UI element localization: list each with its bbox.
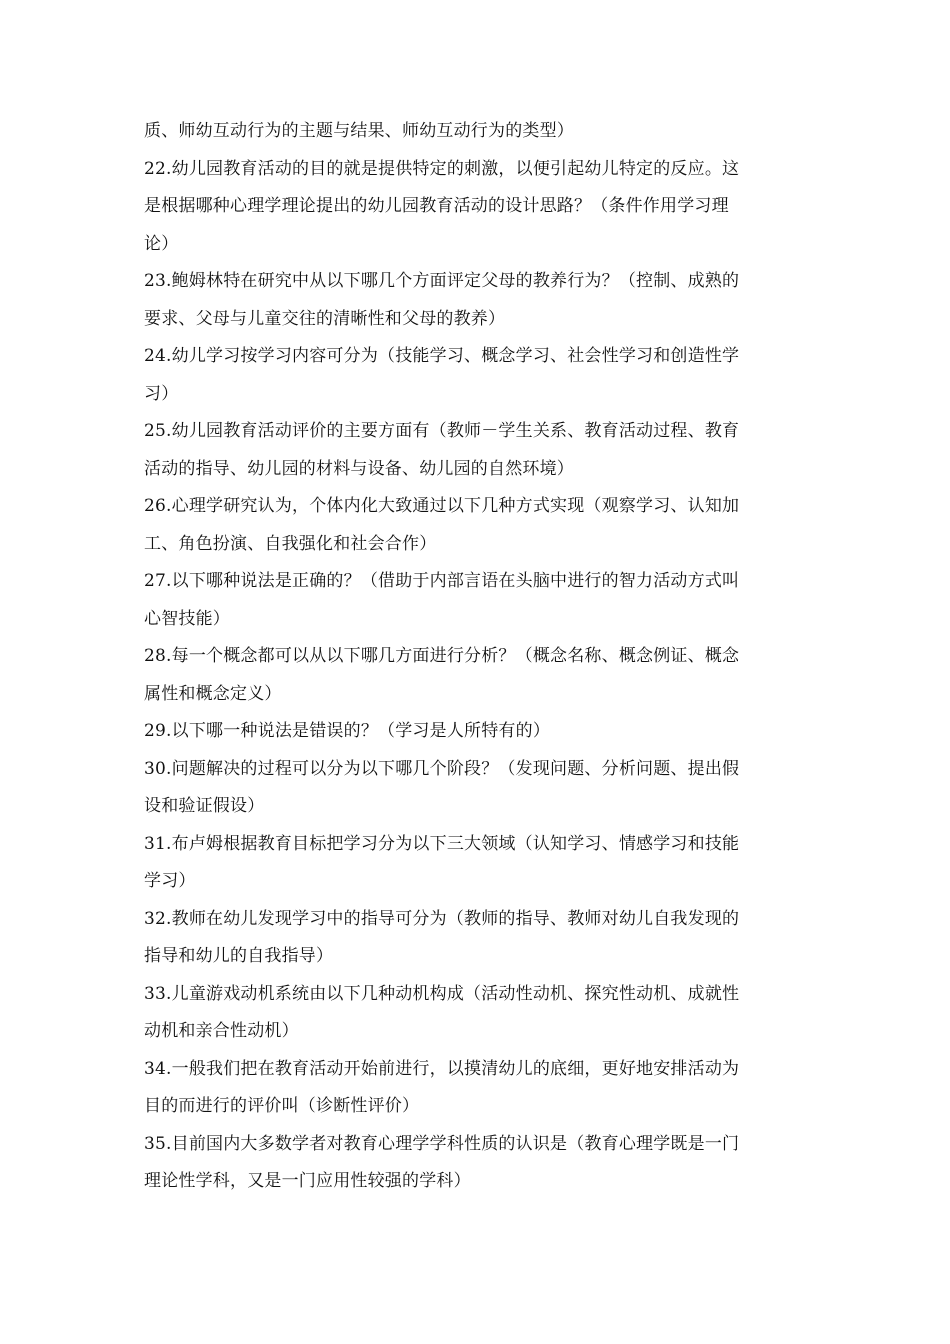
text-line: 工、角色扮演、自我强化和社会合作） xyxy=(144,533,437,554)
paragraph-q35 xyxy=(144,1126,808,1201)
text-line: 动机和亲合性动机） xyxy=(144,1021,299,1041)
paragraph-q24 xyxy=(144,338,808,413)
paragraph-q33 xyxy=(144,976,808,1051)
text-line: 35.目前国内大多数学者对教育心理学学科性质的认识是（教育心理学既是一门 xyxy=(144,1133,740,1154)
text-line: 论） xyxy=(144,233,179,254)
paragraph-q32 xyxy=(144,901,808,976)
paragraph-q21-continuation xyxy=(144,113,808,151)
text-line: 属性和概念定义） xyxy=(144,683,282,704)
text-line: 22.幼儿园教育活动的目的就是提供特定的刺激，以便引起幼儿特定的反应。这 xyxy=(144,158,740,179)
text-line: 23.鲍姆林特在研究中从以下哪几个方面评定父母的教养行为？（控制、成熟的 xyxy=(144,271,740,291)
text-line: 目的而进行的评价叫（诊断性评价） xyxy=(144,1096,420,1116)
paragraph-q29 xyxy=(144,713,808,751)
text-line: 是根据哪种心理学理论提出的幼儿园教育活动的设计思路？（条件作用学习理 xyxy=(144,196,729,216)
paragraph-q23 xyxy=(144,263,808,338)
text-line: 心智技能） xyxy=(144,608,230,629)
paragraph-q25 xyxy=(144,413,808,488)
text-line: 活动的指导、幼儿园的材料与设备、幼儿园的自然环境） xyxy=(144,458,574,479)
text-line: 理论性学科，又是一门应用性较强的学科） xyxy=(144,1171,471,1191)
text-line: 27.以下哪种说法是正确的？（借助于内部言语在头脑中进行的智力活动方式叫 xyxy=(144,571,740,591)
paragraph-q31 xyxy=(144,826,808,901)
text-line: 指导和幼儿的自我指导） xyxy=(144,946,334,966)
text-line: 34.一般我们把在教育活动开始前进行，以摸清幼儿的底细，更好地安排活动为 xyxy=(144,1058,740,1079)
paragraph-q27 xyxy=(144,563,808,638)
text-line: 26.心理学研究认为，个体内化大致通过以下几种方式实现（观察学习、认知加 xyxy=(144,496,740,516)
page-body-text xyxy=(144,113,808,1201)
text-line: 学习） xyxy=(144,871,196,891)
text-line: 24.幼儿学习按学习内容可分为（技能学习、概念学习、社会性学习和创造性学 xyxy=(144,346,740,366)
text-line: 33.儿童游戏动机系统由以下几种动机构成（活动性动机、探究性动机、成就性 xyxy=(144,983,740,1004)
text-line: 30.问题解决的过程可以分为以下哪几个阶段？（发现问题、分析问题、提出假 xyxy=(144,758,740,779)
text-line: 29.以下哪一种说法是错误的？（学习是人所特有的） xyxy=(144,721,551,741)
paragraph-q22 xyxy=(144,151,808,264)
paragraph-q34 xyxy=(144,1051,808,1126)
text-line: 31.布卢姆根据教育目标把学习分为以下三大领域（认知学习、情感学习和技能 xyxy=(144,833,740,854)
text-line: 32.教师在幼儿发现学习中的指导可分为（教师的指导、教师对幼儿自我发现的 xyxy=(144,908,740,929)
text-line: 习） xyxy=(144,383,179,404)
paragraph-q30 xyxy=(144,751,808,826)
text-line: 28.每一个概念都可以从以下哪几方面进行分析？（概念名称、概念例证、概念 xyxy=(144,646,740,666)
text-line: 设和验证假设） xyxy=(144,796,265,816)
paragraph-q28 xyxy=(144,638,808,713)
paragraph-q26 xyxy=(144,488,808,563)
text-line: 质、师幼互动行为的主题与结果、师幼互动行为的类型） xyxy=(144,121,574,141)
text-line: 25.幼儿园教育活动评价的主要方面有（教师－学生关系、教育活动过程、教育 xyxy=(144,421,740,441)
text-line: 要求、父母与儿童交往的清晰性和父母的教养） xyxy=(144,308,506,329)
